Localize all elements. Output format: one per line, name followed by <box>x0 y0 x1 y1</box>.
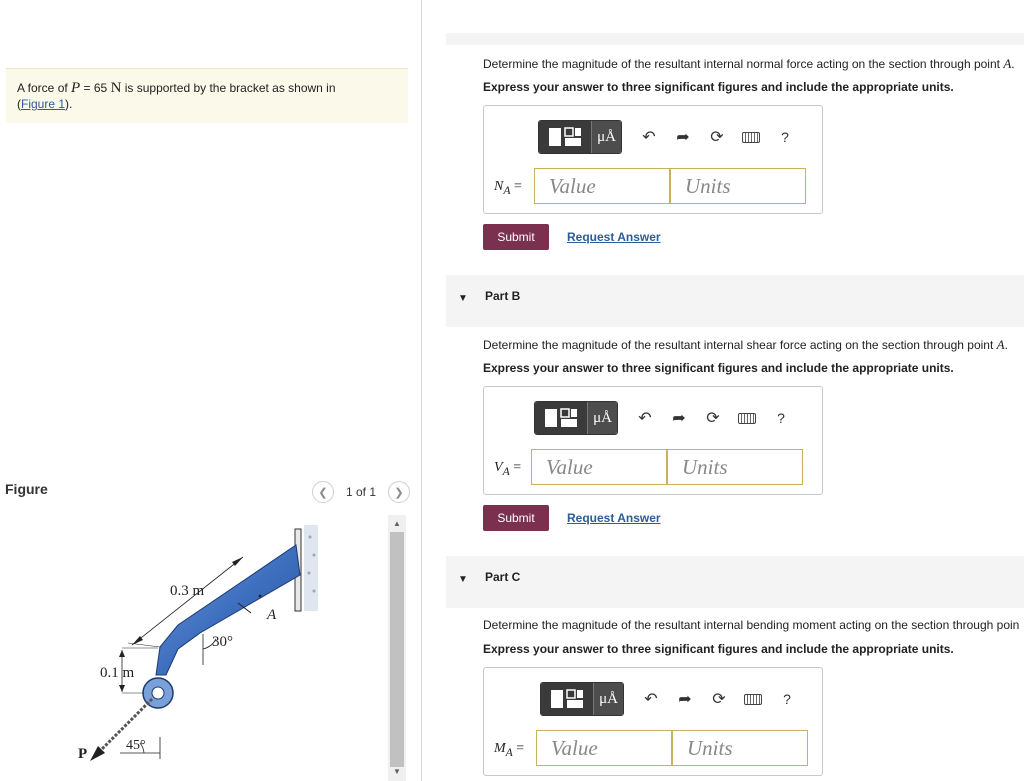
matrix-icon <box>547 126 583 148</box>
undo-icon[interactable]: ↶ <box>642 129 656 146</box>
chevron-left-icon[interactable]: ❮ <box>312 481 334 503</box>
undo-icon[interactable]: ↶ <box>638 410 652 427</box>
bracket-figure <box>60 515 390 781</box>
collapse-triangle-icon[interactable]: ▼ <box>458 293 468 304</box>
part-a-value-input[interactable] <box>534 168 670 204</box>
part-b-point: A <box>996 337 1005 352</box>
part-b-submit-button[interactable]: Submit <box>483 505 549 531</box>
bracket-angle: 30° <box>212 634 233 650</box>
redo-icon[interactable]: ➦ <box>672 410 686 427</box>
redo-icon[interactable]: ➦ <box>676 129 690 146</box>
part-b-sub: A <box>502 464 510 478</box>
offset-dimension: 0.1 m <box>100 665 135 681</box>
problem-text-a: A force of <box>17 81 72 95</box>
part-c-var: M <box>494 741 506 756</box>
part-a-units-input[interactable] <box>670 168 806 204</box>
questions-panel <box>423 0 1024 781</box>
bracket-drawing <box>60 515 390 781</box>
paren-open: ( <box>17 97 21 111</box>
keyboard-icon[interactable] <box>734 121 768 153</box>
pager-text: 1 of 1 <box>345 485 377 499</box>
part-b-value-input[interactable] <box>531 449 667 485</box>
chevron-right-icon[interactable]: ❯ <box>388 481 410 503</box>
redo-icon[interactable]: ➦ <box>678 691 692 708</box>
point-a-label: A <box>267 607 277 623</box>
part-a-submit-button[interactable]: Submit <box>483 224 549 250</box>
templates-button[interactable] <box>541 683 593 715</box>
collapse-triangle-icon[interactable]: ▼ <box>458 574 468 585</box>
part-a-question-text: Determine the magnitude of the resultant internal normal force acting on the section through point <box>483 57 1004 71</box>
template-group <box>538 120 622 154</box>
keyboard-icon[interactable] <box>730 402 764 434</box>
scroll-up-icon[interactable]: ▲ <box>393 519 401 528</box>
part-b-eq-sign: = <box>509 460 522 475</box>
part-b-toolbar <box>534 401 798 435</box>
part-c-toolbar <box>540 682 804 716</box>
force-unit: N <box>110 80 122 96</box>
problem-text-b: = 65 <box>80 81 111 95</box>
units-button[interactable]: μÅ <box>593 683 623 715</box>
reset-icon[interactable]: ⟳ <box>710 129 724 146</box>
part-b-units-input[interactable] <box>667 449 803 485</box>
part-c-title: Part C <box>485 570 521 584</box>
part-c-units-input[interactable] <box>672 730 808 766</box>
part-c-equation-label <box>494 741 524 759</box>
part-a-sub: A <box>503 183 511 197</box>
force-variable: P <box>71 80 81 96</box>
part-b-instructions: Express your answer to three significant figures and include the appropriate units. <box>483 361 954 375</box>
part-c-value-input[interactable] <box>536 730 672 766</box>
help-icon[interactable]: ? <box>783 691 791 707</box>
templates-button[interactable] <box>535 402 587 434</box>
scroll-down-icon[interactable]: ▼ <box>393 767 401 776</box>
part-c-question-text: Determine the magnitude of the resultant internal bending moment acting on the section through poin <box>483 618 1020 632</box>
part-c-sub: A <box>505 745 513 759</box>
part-b-header[interactable] <box>446 275 1024 327</box>
part-a-question-end: . <box>1011 57 1015 71</box>
part-a-equation-label <box>494 179 522 197</box>
part-b-request-answer-link[interactable]: Request Answer <box>567 511 661 525</box>
part-a-eq-sign: = <box>510 179 522 194</box>
figure-link[interactable]: Figure 1 <box>21 97 66 111</box>
part-b-question-text: Determine the magnitude of the resultant internal shear force acting on the section through point <box>483 338 997 352</box>
figure-pager <box>312 481 410 503</box>
scroll-thumb[interactable] <box>390 532 404 767</box>
part-a-request-answer-link[interactable]: Request Answer <box>567 230 661 244</box>
part-a-instructions: Express your answer to three significant figures and include the appropriate units. <box>483 80 954 94</box>
matrix-icon <box>543 407 579 429</box>
force-label: P <box>78 746 88 762</box>
problem-statement <box>6 68 408 123</box>
template-group <box>534 401 618 435</box>
paren-close: ). <box>65 97 73 111</box>
part-a-point: A <box>1003 56 1012 71</box>
undo-icon[interactable]: ↶ <box>644 691 658 708</box>
part-c-eq-sign: = <box>512 741 525 756</box>
help-icon[interactable]: ? <box>781 129 789 145</box>
template-group <box>540 682 624 716</box>
units-button[interactable]: μÅ <box>587 402 617 434</box>
reset-icon[interactable]: ⟳ <box>706 410 720 427</box>
part-b-answer-box <box>483 386 823 495</box>
length-dimension: 0.3 m <box>170 583 205 599</box>
problem-text-c: is supported by the bracket as shown in <box>121 81 336 95</box>
part-c-question <box>483 618 1019 632</box>
part-b-equation-label <box>494 460 521 478</box>
part-a-header-band <box>446 33 1024 45</box>
part-c-answer-box <box>483 667 823 776</box>
templates-button[interactable] <box>539 121 591 153</box>
bracket-arm <box>156 545 300 675</box>
problem-panel <box>0 0 422 781</box>
reset-icon[interactable]: ⟳ <box>712 691 726 708</box>
part-a-toolbar <box>538 120 802 154</box>
part-a-answer-box <box>483 105 823 214</box>
part-b-var: V <box>494 460 503 475</box>
part-a-question <box>483 56 1015 72</box>
part-c-instructions: Express your answer to three significant figures and include the appropriate units. <box>483 642 954 656</box>
matrix-icon <box>549 688 585 710</box>
figure-scrollbar[interactable] <box>388 515 406 781</box>
part-b-question <box>483 337 1008 353</box>
force-angle: 45° <box>126 738 146 753</box>
part-b-title: Part B <box>485 289 521 303</box>
figure-heading: Figure <box>5 481 48 497</box>
part-a-var: N <box>494 179 504 194</box>
keyboard-icon[interactable] <box>736 683 770 715</box>
help-icon[interactable]: ? <box>777 410 785 426</box>
part-c-header[interactable] <box>446 556 1024 608</box>
units-button[interactable]: μÅ <box>591 121 621 153</box>
part-b-question-end: . <box>1004 338 1008 352</box>
